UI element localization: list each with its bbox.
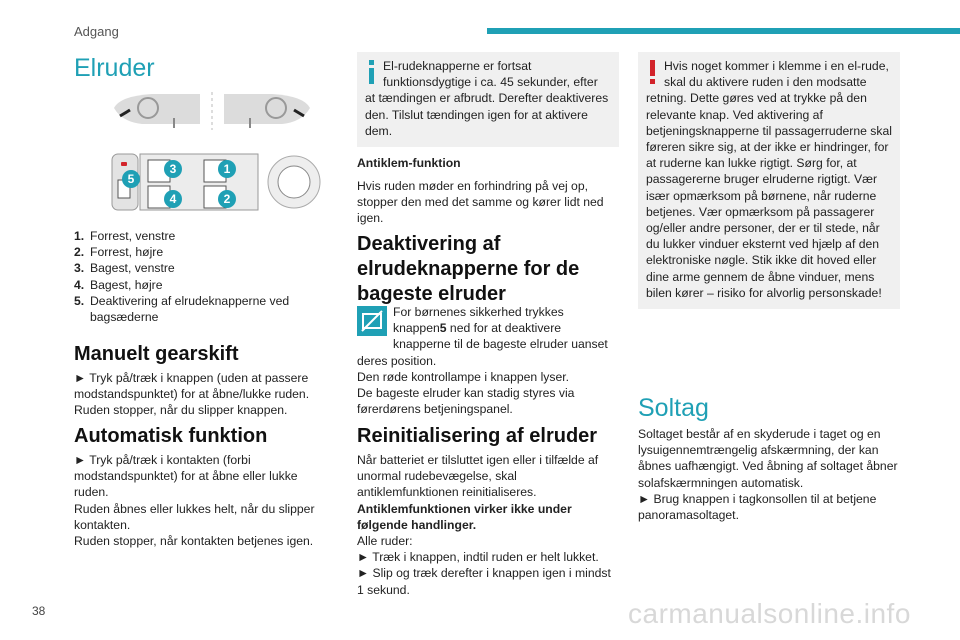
reinit-text: Når batteriet er tilsluttet igen eller i tilfælde af unormal rudebevægelse, skal antiklemfunktionen reinitialiseres. Antiklemfunktionen virker ikke under følgende handlinger. Alle ruder: ► Træk i knappen, indtil ruden er helt lukket. ► Slip og træk derefter i knappen igen i mindst 1 sekund. [357,453,611,597]
section-header: Adgang [74,24,119,39]
warning-icon [646,58,664,88]
header-accent-bar [487,28,960,34]
list-item: 3. Bagest, venstre [74,261,175,276]
list-item: 2. Forrest, højre [74,245,164,260]
auto-section-title: Automatisk funktion [74,425,268,447]
callout-3: 3 [164,160,182,178]
deaktivering-text: For børnenes sikkerhed trykkes knappen5 ned for at deaktivere knapperne til de bageste elruder uanset deres position. Den røde kontrollampe i knappen lyser. De bageste elruder kan stadig styres via førerdørens betjeningspanel. [357,305,608,417]
antiklem-text: Hvis ruden møder en forhindring på vej op, stopper den med det samme og kører lidt ned igen. [357,179,604,226]
warning-box: Hvis noget kommer i klemme i en el-rude, skal du aktivere ruden i den modsatte retning. Dette gøres ved at trykke på den relevante knap. Ved aktivering af betjeningsknapperne til passagerruderne skal føreren sikre sig, at der ikke er hindringer, for at ruderne kan lukke rigtigt. Sørg for, at passagererne bruger elruderne rigtigt. Vær især opmærksom på børnene, når ruderne betjenes. Vær opmærksom på passagerer og/eller andre personer, der er til stede, når du lukker vinduer eksternt ved hjælp af den elektroniske nøgle. Stik ikke dit hoved eller dine arme gennem de åbne vinduer, mens bilen kører – risiko for alvorlig personskade! [638,52,900,309]
page-title: Elruder [74,54,155,82]
callout-2: 2 [218,190,236,208]
reinit-title: Reinitialisering af elruder [357,425,598,447]
footer-watermark: carmanualsonline.info [628,598,911,629]
page-number: 38 [32,604,46,618]
deaktivering-title: Deaktivering af elrudeknapperne for de bageste elruder [357,233,580,305]
soltag-text: Soltaget består af en skyderude i taget og en lysuigennemtrængelig afskærmning, der kan åbnes uafhængigt. Ved åbning af soltaget åbner solafskærmningen automatisk. ► Brug knappen i tagkonsollen til at betjene panoramasoltaget. [638,427,898,523]
callout-1: 1 [218,160,236,178]
info-icon [365,58,383,88]
door-panels-illustration [112,90,312,132]
callout-4: 4 [164,190,182,208]
manual-section-title: Manuelt gearskift [74,343,239,365]
info-box: El-rudeknapperne er fortsat funktionsdygtige i ca. 45 sekunder, efter at tændingen er afbrudt. Derefter deaktiveres den. Tilslut tændingen igen for at aktivere dem. [357,52,619,147]
window-switch-list [74,228,328,325]
list-item: 4. Bagest, højre [74,277,163,292]
auto-section-text: ► Tryk på/træk i kontakten (forbi modstandspunktet) for at åbne eller lukke ruden. Ruden åbnes eller lukkes helt, når du slipper kontakten. Ruden stopper, når kontakten betjenes igen. [74,453,315,549]
list-item: 5. Deaktivering af elrudeknapperne ved bagsæderne [74,293,290,325]
manual-section-text: ► Tryk på/træk i knappen (uden at passere modstandspunktet) for at åbne/lukke ruden. Ruden stopper, når du slipper knappen. [74,371,310,418]
child-lock-icon [357,306,387,336]
list-item: 1. Forrest, venstre [74,229,176,243]
antiklem-title: Antiklem-funktion [357,156,461,170]
soltag-title: Soltag [638,394,709,422]
callout-5: 5 [122,170,140,188]
